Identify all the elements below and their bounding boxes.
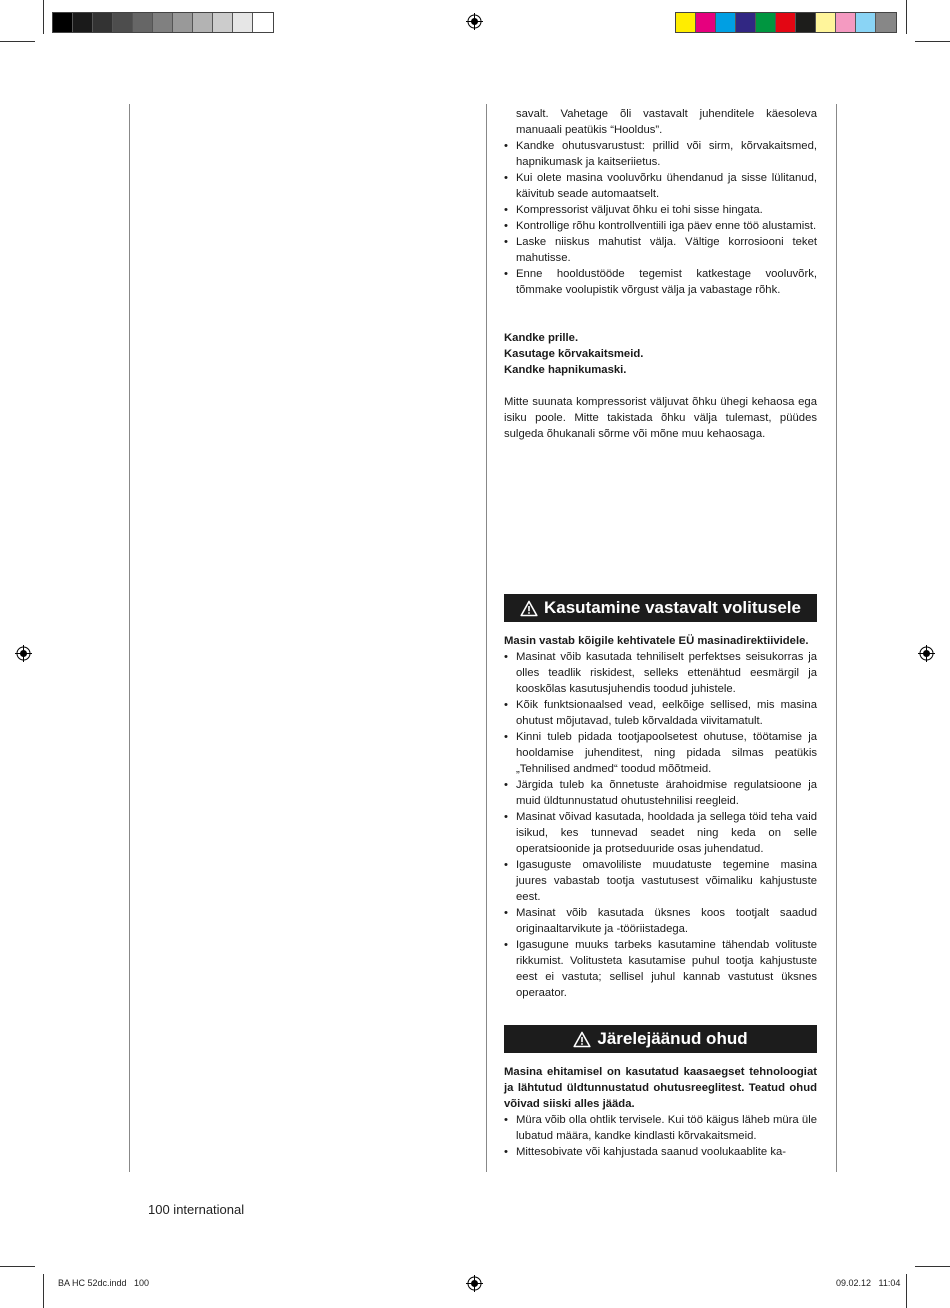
list-item: • Järgida tuleb ka õnnetuste ärahoidmise regulatsioone ja muid üldtunnustatud ohutustehnilisi reegleid. (504, 777, 817, 809)
color-swatch (836, 13, 856, 32)
section-title: Kasutamine vastavalt volitusele (543, 598, 801, 617)
section-title: Järelejäänud ohud (597, 1029, 748, 1048)
list-item: • Kinni tuleb pidada tootjapoolsetest ohutuse, töötamise ja hooldamise juhenditest, ning pidada silmas peatükis „Tehnilised andmed“ toodud mõõtmeid. (504, 729, 817, 777)
safety-continuation (504, 106, 817, 298)
list-item: • Müra võib olla ohtlik tervisele. Kui töö käigus läheb müra üle lubatud määra, kandke kindlasti kõrvakaitsmeid. (504, 1112, 817, 1144)
crop-mark (0, 1266, 35, 1267)
section-intro: Masina ehitamisel on kasutatud kaasaegset tehnoloogiat ja lähtutud üldtunnustatud ohutusreeglitest. Teatud ohud võivad siiski alles jääda. (504, 1066, 817, 1110)
crop-mark (43, 1274, 44, 1308)
color-calibration-bar (675, 12, 897, 33)
list-item: • Masinat võib kasutada tehniliselt perfektses seisukorras ja olles teadlik riskidest, selleks ettenähtud eesmärgil ja kooskõlas kasutusjuhendis toodud juhistele. (504, 649, 817, 697)
ppe-instructions (504, 330, 817, 378)
color-swatch (816, 13, 836, 32)
color-swatch (133, 13, 153, 32)
crop-mark (906, 0, 907, 34)
color-swatch (696, 13, 716, 32)
list-item: • Masinat võivad kasutada, hooldada ja sellega töid teha vaid isikud, kes tunnevad seadet ning keda on selle operatsioonide ja protseduuride osas juhendatud. (504, 809, 817, 857)
color-swatch (73, 13, 93, 32)
list-item: • Kui olete masina vooluvõrku ühendanud ja sisse lülitanud, käivitub seade automaatselt. (504, 170, 817, 202)
color-swatch (736, 13, 756, 32)
color-swatch (153, 13, 173, 32)
crop-mark (915, 41, 950, 42)
list-item: • Kõik funktsionaalsed vead, eelkõige sellised, mis masina ohutust mõjutavad, tuleb kõrvaldada viivitamatult. (504, 697, 817, 729)
warning-icon (520, 600, 538, 617)
slug-file-info: BA HC 52dc.indd 100 (58, 1278, 150, 1288)
column-rule-right (836, 104, 837, 1172)
list-item: • Masinat võib kasutada üksnes koos tootjalt saadud originaaltarvikute ja -tööriistadega. (504, 905, 817, 937)
crop-mark (43, 0, 44, 34)
color-swatch (756, 13, 776, 32)
color-swatch (253, 13, 273, 32)
section-intro: Masin vastab kõigile kehtivatele EÜ masinadirektiividele. (504, 635, 809, 647)
section-heading-residual-risks (504, 1025, 817, 1053)
column-rule-middle (486, 104, 487, 1172)
registration-mark-icon (918, 645, 935, 662)
crop-mark (906, 1274, 907, 1308)
registration-mark-icon (466, 1275, 483, 1292)
list-item: • Kompressorist väljuvat õhku ei tohi sisse hingata. (504, 202, 817, 218)
color-swatch (193, 13, 213, 32)
list-item: • Kontrollige rõhu kontrollventiili iga päev enne töö alustamist. (504, 218, 817, 234)
crop-mark (0, 41, 35, 42)
ppe-line: Kandke hapnikumaski. (504, 364, 627, 376)
color-swatch (173, 13, 193, 32)
color-swatch (53, 13, 73, 32)
list-item: • Igasuguste omavoliliste muudatuste tegemine masina juures vabastab tootja vastutusest võimaliku kahjustuste eest. (504, 857, 817, 905)
color-swatch (776, 13, 796, 32)
lead-text: savalt. Vahetage õli vastavalt juhenditele käesoleva manuaali peatükis “Hooldus”. (516, 108, 817, 136)
air-warning (504, 394, 817, 442)
gray-calibration-bar (52, 12, 274, 33)
safety-bullet-list (504, 138, 817, 298)
residual-risks-body (504, 1064, 817, 1160)
intended-use-body (504, 633, 817, 1001)
color-swatch (856, 13, 876, 32)
ppe-line: Kasutage kõrvakaitsmeid. (504, 348, 644, 360)
page-number: 100 international (148, 1202, 245, 1217)
registration-mark-icon (15, 645, 32, 662)
registration-mark-icon (466, 13, 483, 30)
list-item: • Enne hooldustööde tegemist katkestage vooluvõrk, tõmmake voolupistik võrgust välja ja vabastage rõhk. (504, 266, 817, 298)
crop-mark (915, 1266, 950, 1267)
list-item: • Mittesobivate või kahjustada saanud voolukaablite ka- (504, 1144, 817, 1160)
list-item: • Kandke ohutusvarustust: prillid või sirm, kõrvakaitsmed, hapnikumask ja kaitseriietus. (504, 138, 817, 170)
list-item: • Laske niiskus mahutist välja. Vältige korrosiooni teket mahutisse. (504, 234, 817, 266)
color-swatch (213, 13, 233, 32)
intended-use-bullet-list (504, 649, 817, 1001)
slug-date-info: 09.02.12 11:04 (836, 1278, 901, 1288)
color-swatch (676, 13, 696, 32)
color-swatch (93, 13, 113, 32)
ppe-line: Kandke prille. (504, 332, 579, 344)
color-swatch (233, 13, 253, 32)
residual-risks-bullet-list (504, 1112, 817, 1160)
column-rule-left (129, 104, 130, 1172)
warning-icon (573, 1031, 591, 1048)
color-swatch (716, 13, 736, 32)
color-swatch (876, 13, 896, 32)
color-swatch (796, 13, 816, 32)
air-warning-text: Mitte suunata kompressorist väljuvat õhku ühegi kehaosa ega isiku poole. Mitte takistada õhku välja tulemast, püüdes sulgeda õhukanali sõrme või mõne muu kehaosaga. (504, 396, 817, 440)
color-swatch (113, 13, 133, 32)
list-item: • Igasugune muuks tarbeks kasutamine tähendab volituste rikkumist. Volitusteta kasutamise puhul tootja kahjustuste eest ei vastuta; sellisel juhul kannab vastutust üksnes operaator. (504, 937, 817, 1001)
section-heading-intended-use (504, 594, 817, 622)
